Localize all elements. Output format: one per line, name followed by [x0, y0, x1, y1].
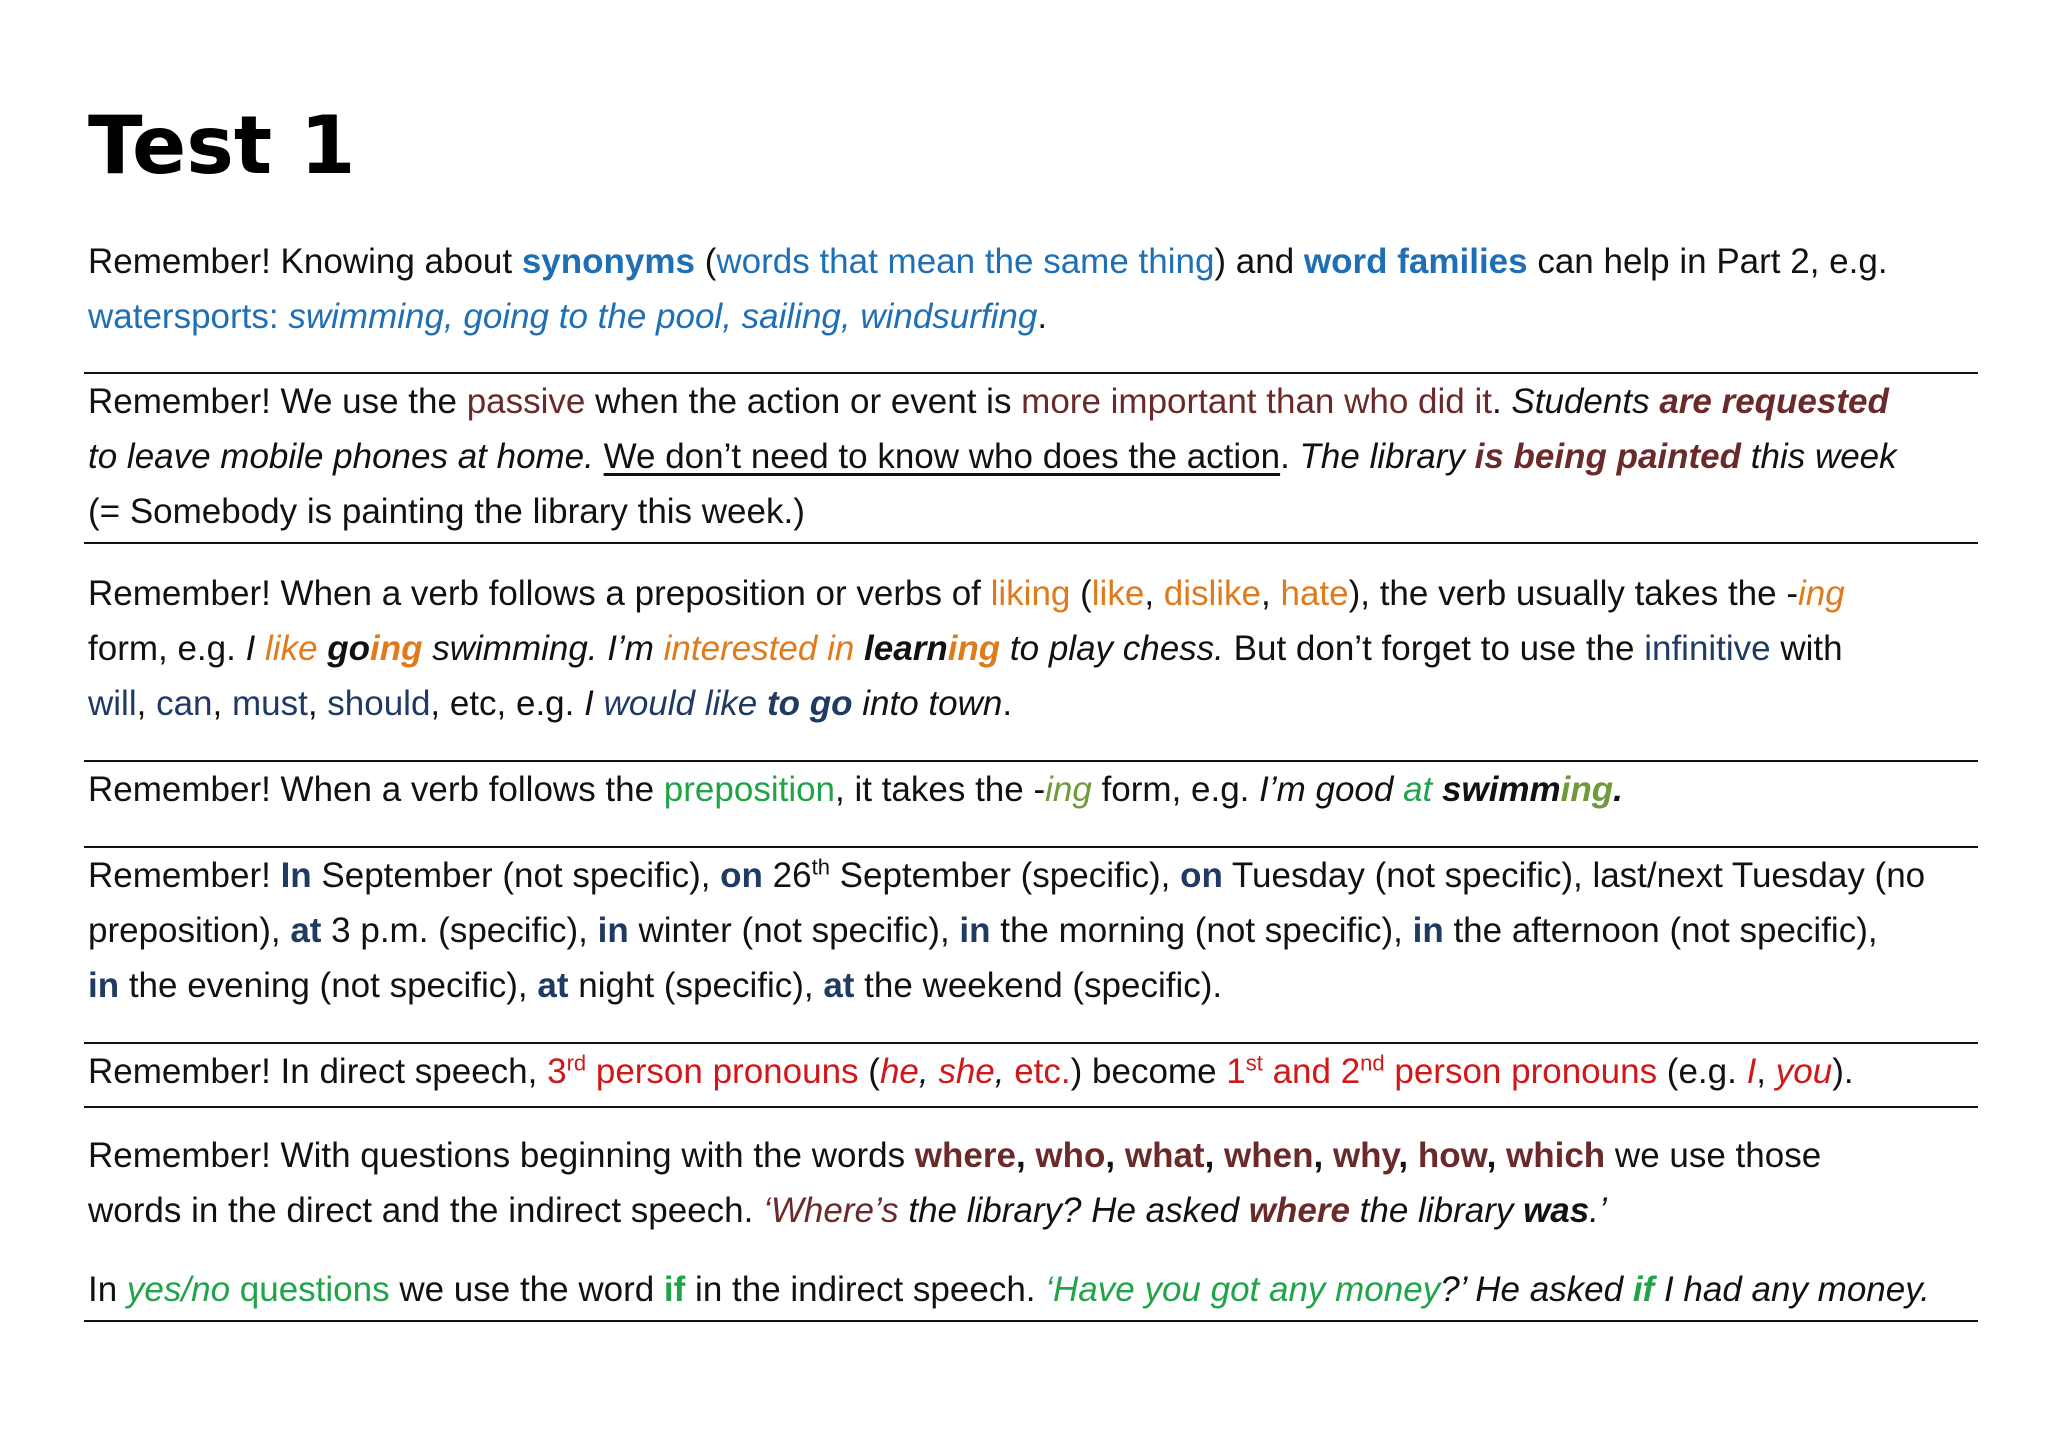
text-run: we use the word — [389, 1270, 664, 1309]
text-run: , — [1105, 1136, 1125, 1175]
keyword-yes-no: yes/no — [126, 1270, 231, 1309]
text-run: with — [1770, 629, 1843, 668]
example-text: the library? He asked — [898, 1191, 1249, 1230]
example-pronoun: he — [879, 1052, 919, 1091]
text-run: , — [1261, 574, 1281, 613]
ordinal-number: 1 — [1226, 1052, 1246, 1091]
ordinal-suffix: th — [811, 854, 830, 880]
keyword-infinitive: infinitive — [1644, 629, 1771, 668]
text-run: ( — [858, 1052, 880, 1091]
example-quote: ‘Where’s — [763, 1191, 899, 1230]
text-run: the afternoon (not specific), — [1443, 911, 1878, 950]
text-run: , — [1204, 1136, 1225, 1175]
text-run: when the action or event is — [585, 382, 1022, 421]
example-infinitive: to go — [766, 684, 853, 723]
example-verb: is being painted — [1474, 437, 1742, 476]
tip-line — [88, 1044, 1984, 1099]
text-run: ), the verb usually takes the - — [1348, 574, 1798, 613]
text-run: ) and — [1214, 242, 1304, 281]
keyword-like: like — [1091, 574, 1145, 613]
example-text: I — [584, 684, 604, 723]
tip-line — [88, 676, 1984, 731]
tip-line — [88, 958, 1984, 1013]
tip-yes-no-questions — [88, 1262, 1984, 1317]
keyword-in: in — [597, 911, 629, 950]
text-run: , — [136, 684, 157, 723]
keyword-must: must — [231, 684, 308, 723]
page-title: Test 1 — [88, 99, 356, 192]
tip-line — [88, 484, 1984, 539]
example-text: ?’ He asked — [1440, 1270, 1633, 1309]
tip-line — [88, 1128, 1984, 1183]
text-run: in the indirect speech. — [685, 1270, 1046, 1309]
example-text: the library — [1349, 1191, 1524, 1230]
text-run: and 2 — [1262, 1052, 1361, 1091]
text-run: words in the direct and the indirect speech. — [88, 1191, 764, 1230]
ordinal-suffix: nd — [1360, 1050, 1385, 1076]
keyword-liking: liking — [990, 574, 1071, 613]
tip-ing-form — [88, 566, 1984, 731]
text-run: , — [994, 1052, 1015, 1091]
suffix-ing: ing — [1045, 770, 1092, 809]
keyword-questions: questions — [230, 1270, 390, 1309]
text-run: winter (not specific), — [628, 911, 960, 950]
ordinal-number: 3 — [547, 1052, 567, 1091]
example-verb: would like — [603, 684, 767, 723]
tip-line — [88, 429, 1984, 484]
keyword-can: can — [156, 684, 213, 723]
keyword-hate: hate — [1280, 574, 1349, 613]
example-stem: go — [327, 629, 371, 668]
text-run: . — [1491, 382, 1512, 421]
text-run: etc. — [1014, 1052, 1071, 1091]
text-run: September (specific), — [829, 856, 1181, 895]
text-run: night (specific), — [568, 966, 824, 1005]
keyword-where: where — [914, 1136, 1016, 1175]
keyword-why: why — [1332, 1136, 1399, 1175]
tip-line — [88, 621, 1984, 676]
keyword-what: what — [1124, 1136, 1205, 1175]
text-run: . — [1037, 297, 1048, 336]
example-text: The library — [1299, 437, 1475, 476]
keyword-in: in — [88, 966, 120, 1005]
text-run: . — [1613, 770, 1623, 809]
tip-line — [88, 903, 1984, 958]
keyword-where: where — [1248, 1191, 1350, 1230]
text-run: September (not specific), — [311, 856, 721, 895]
text-run: ( — [1070, 574, 1092, 613]
text-run: , — [212, 684, 232, 723]
text-run: 26 — [762, 856, 812, 895]
tip-line — [88, 762, 1984, 817]
definition-text: words that mean the same thing — [716, 242, 1215, 281]
tip-preposition-ing — [88, 762, 1984, 817]
keyword-which: which — [1506, 1136, 1606, 1175]
keyword-dislike: dislike — [1163, 574, 1262, 613]
tip-line — [88, 1262, 1984, 1317]
example-verb: are requested — [1659, 382, 1889, 421]
example-stem: learn — [864, 629, 948, 668]
text-run: the weekend (specific). — [854, 966, 1223, 1005]
text-run: Remember! When a verb follows the — [88, 770, 664, 809]
text-run: the evening (not specific), — [119, 966, 538, 1005]
text-run: , — [1398, 1136, 1418, 1175]
example-verb: interested in — [663, 629, 865, 668]
text-run: , etc, e.g. — [430, 684, 585, 723]
text-run: Remember! — [88, 856, 281, 895]
tip-line — [88, 234, 1984, 289]
keyword-in: in — [1412, 911, 1444, 950]
keyword-at: at — [537, 966, 569, 1005]
tip-line — [88, 289, 1984, 344]
text-run: , — [1756, 1052, 1776, 1091]
tip-time-prepositions — [88, 848, 1984, 1013]
keyword-in: In — [280, 856, 312, 895]
example-text: .’ — [1589, 1191, 1607, 1230]
text-run: . — [1002, 684, 1013, 723]
example-text: to leave mobile phones at home. — [88, 437, 594, 476]
example-pronoun: she — [938, 1052, 995, 1091]
example-stem: swimm — [1442, 770, 1561, 809]
keyword-on: on — [1180, 856, 1223, 895]
keyword-who: who — [1035, 1136, 1106, 1175]
example-verb: was — [1523, 1191, 1590, 1230]
example-text: this week — [1741, 437, 1897, 476]
example-preposition: at — [1403, 770, 1443, 809]
text-run: form, e.g. — [1091, 770, 1260, 809]
ordinal-suffix: st — [1245, 1050, 1263, 1076]
text-run: , — [1015, 1136, 1036, 1175]
example-label: watersports: — [88, 297, 289, 336]
text-run: , — [918, 1052, 939, 1091]
suffix-ing: ing — [1798, 574, 1845, 613]
tip-line — [88, 374, 1984, 429]
tip-line — [88, 1183, 1984, 1238]
example-text: to play chess. — [1000, 629, 1224, 668]
text-run: Remember! With questions beginning with the words — [88, 1136, 915, 1175]
text-run: , — [1486, 1136, 1507, 1175]
text-run: Tuesday (not specific), last/next Tuesday (no — [1222, 856, 1926, 895]
text-run: But don’t forget to use the — [1223, 629, 1645, 668]
text-run: (= Somebody is painting the library this week.) — [88, 492, 805, 531]
keyword-at: at — [823, 966, 855, 1005]
highlight-text: more important than who did it — [1021, 382, 1492, 421]
example-verb: like — [265, 629, 328, 668]
text-run: (e.g. — [1657, 1052, 1747, 1091]
text-run: can help in Part 2, e.g. — [1527, 242, 1888, 281]
keyword-will: will — [88, 684, 137, 723]
keyword-when: when — [1224, 1136, 1314, 1175]
keyword-if: if — [1632, 1270, 1655, 1309]
text-run: form, e.g. — [88, 629, 246, 668]
text-run: In — [88, 1270, 127, 1309]
text-run: Remember! We use the — [88, 382, 467, 421]
divider-line — [84, 1106, 1978, 1108]
keyword-at: at — [290, 911, 322, 950]
keyword-in: in — [959, 911, 991, 950]
keyword-passive: passive — [466, 382, 586, 421]
suffix-ing: ing — [370, 629, 423, 668]
text-run: . — [1280, 437, 1300, 476]
example-text: into town — [852, 684, 1003, 723]
example-text: I’m good — [1259, 770, 1404, 809]
text-run: Remember! Knowing about — [88, 242, 522, 281]
text-run: ). — [1832, 1052, 1854, 1091]
text-run: , — [307, 684, 328, 723]
text-run: Remember! When a verb follows a preposition or verbs of — [88, 574, 991, 613]
divider-line — [84, 542, 1978, 544]
keyword-how: how — [1417, 1136, 1487, 1175]
text-run: , — [1313, 1136, 1333, 1175]
example-pronoun: you — [1775, 1052, 1833, 1091]
tip-line — [88, 566, 1984, 621]
example-text: I had any money. — [1654, 1270, 1930, 1309]
ordinal-suffix: rd — [566, 1050, 587, 1076]
tip-passive — [88, 374, 1984, 539]
keyword-preposition: preposition — [663, 770, 836, 809]
example-quote: ‘Have you got any money — [1045, 1270, 1441, 1309]
tip-question-words — [88, 1128, 1984, 1238]
tip-synonyms — [88, 234, 1984, 344]
keyword-person-pronouns: person pronouns — [586, 1052, 859, 1091]
text-run: 3 p.m. (specific), — [321, 911, 598, 950]
text-run: the morning (not specific), — [990, 911, 1413, 950]
text-run: , it takes the - — [835, 770, 1046, 809]
text-run: ( — [694, 242, 717, 281]
text-run — [594, 437, 604, 476]
example-text: swimming, going to the pool, sailing, windsurfing — [288, 297, 1038, 336]
keyword-word-families: word families — [1303, 242, 1528, 281]
example-text: swimming. I’m — [422, 629, 664, 668]
suffix-ing: ing — [947, 629, 1001, 668]
example-text: Students — [1511, 382, 1660, 421]
text-run: , — [1144, 574, 1164, 613]
text-run: preposition), — [88, 911, 291, 950]
underlined-rule: We don’t need to know who does the action — [603, 437, 1281, 476]
divider-line — [84, 1320, 1978, 1322]
keyword-synonyms: synonyms — [521, 242, 695, 281]
text-run: we use those — [1605, 1136, 1822, 1175]
keyword-if: if — [663, 1270, 686, 1309]
keyword-on: on — [720, 856, 763, 895]
keyword-should: should — [327, 684, 431, 723]
text-run: Remember! In direct speech, — [88, 1052, 548, 1091]
tip-direct-speech — [88, 1044, 1984, 1099]
example-pronoun: I — [1746, 1052, 1757, 1091]
tip-line — [88, 848, 1984, 903]
keyword-person-pronouns: person pronouns — [1384, 1052, 1658, 1091]
suffix-ing: ing — [1560, 770, 1614, 809]
example-text: I — [245, 629, 266, 668]
text-run: ) become — [1070, 1052, 1227, 1091]
